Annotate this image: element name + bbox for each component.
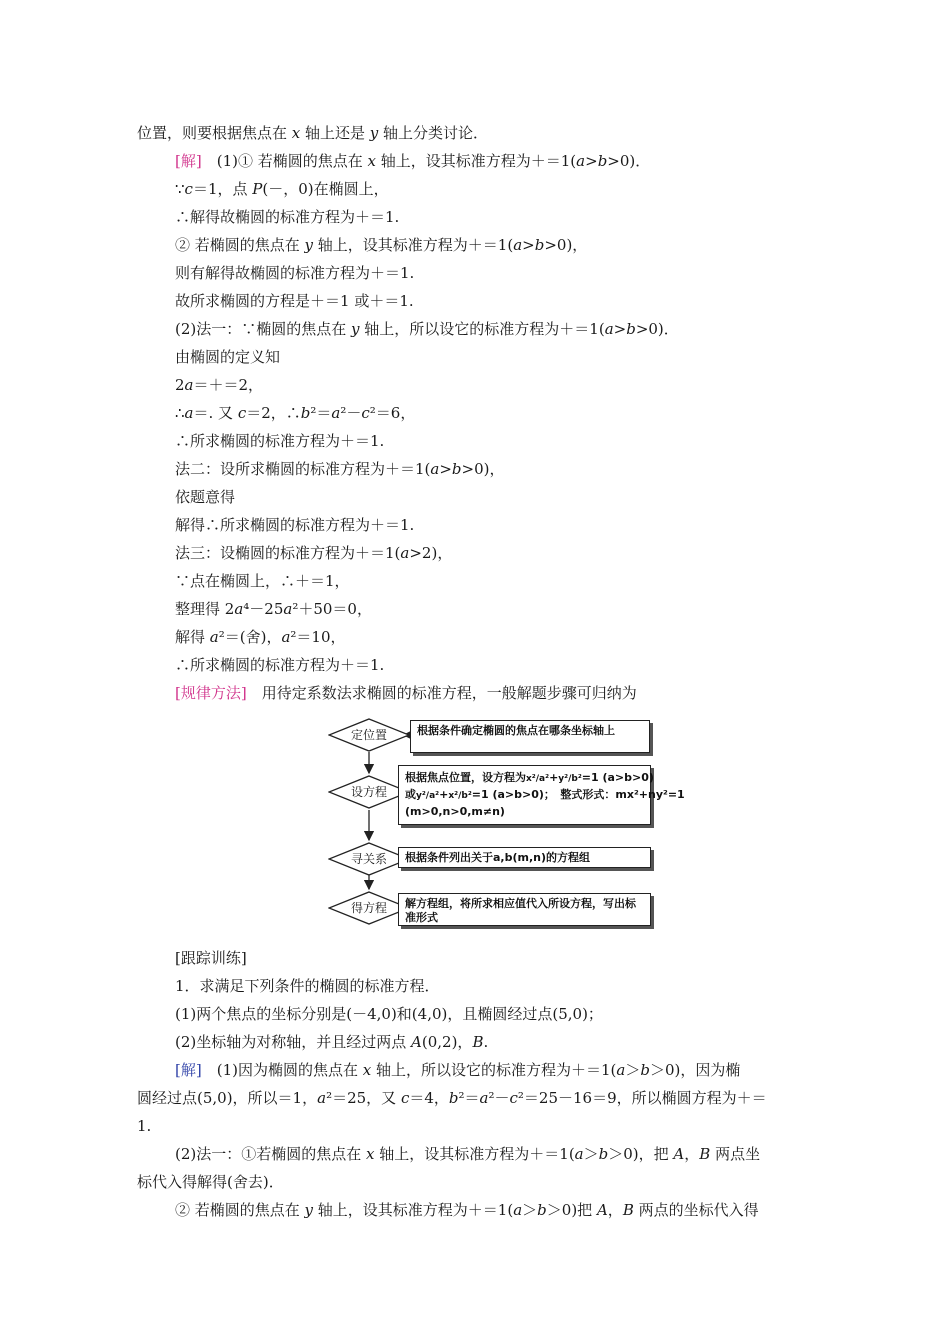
step-box	[398, 847, 651, 868]
step-label: 设方程	[350, 785, 387, 799]
flowchart	[328, 716, 685, 936]
step-desc: 解方程组，将所求相应值代入所设方程，写出标准形式	[405, 897, 636, 924]
text-line: [解] (1)因为椭圆的焦点在 x 轴上，所以设它的标准方程为＋＝1(a＞b＞0)，因为椭	[175, 1061, 741, 1079]
section-heading: [跟踪训练]	[175, 949, 247, 967]
text-line: 依题意得	[175, 488, 236, 506]
text-line: ∵c＝1，点 P(－，0)在椭圆上，	[175, 180, 389, 198]
text-line: ∵点在椭圆上，∴＋＝1，	[175, 572, 350, 590]
step-diamond	[328, 718, 410, 752]
text-line: ② 若椭圆的焦点在 y 轴上，设其标准方程为＋＝1(a＞b＞0)把 A，B 两点的坐标代入得	[175, 1201, 759, 1219]
solution-tag: [解]	[175, 1061, 202, 1079]
text-line: 解得 a²＝(舍)，a²＝10，	[175, 628, 346, 646]
text-line: 1．求满足下列条件的椭圆的标准方程．	[175, 977, 440, 995]
text-line: (2)法一：①若椭圆的焦点在 x 轴上，设其标准方程为＋＝1(a＞b＞0)，把 A，B 两点坐	[175, 1145, 761, 1163]
step-desc: =1 (a>b>0)	[581, 771, 654, 784]
step-desc: 根据条件列出关于a,b(m,n)的方程组	[405, 851, 591, 864]
step-box: 根据焦点位置，设方程为x²/a²+y²/b²=1 (a>b>0) 或y²/a²+x²/b²=1 (a>b>0)； 整式形式：mx²+ny²=1 (m>0,n>0,m≠n)	[398, 765, 651, 825]
step-label: 得方程	[350, 901, 387, 915]
text-line: (1)两个焦点的坐标分别是(－4,0)和(4,0)，且椭圆经过点(5,0)；	[175, 1005, 603, 1023]
text-line: 解得∴所求椭圆的标准方程为＋＝1.	[175, 516, 415, 534]
step-box	[410, 720, 650, 753]
text-line: [规律方法] 用待定系数法求椭圆的标准方程，一般解题步骤可归纳为	[175, 684, 637, 702]
fraction-x-over-b: x²/b²	[448, 791, 472, 801]
step-label: 寻关系	[350, 852, 387, 866]
text-line: 标代入得解得(舍去)．	[137, 1173, 284, 1191]
step-desc: (m>0,n>0,m≠n)	[405, 805, 505, 818]
text-line: ∴解得故椭圆的标准方程为＋＝1.	[175, 208, 400, 226]
text-line: 1.	[137, 1117, 152, 1135]
text-line: 法三：设椭圆的标准方程为＋＝1(a>2)，	[175, 544, 453, 562]
step-box	[398, 893, 651, 926]
text-line: (2)坐标轴为对称轴，并且经过两点 A(0,2)，B.	[175, 1033, 489, 1051]
step-desc: =1 (a>b>0)； 整式形式：mx²+ny²=1	[471, 788, 685, 801]
step-desc: 根据条件确定椭圆的焦点在哪条坐标轴上	[417, 724, 615, 737]
fraction-y-over-b: y²/b²	[558, 774, 582, 784]
text-line: 故所求椭圆的方程是＋＝1 或＋＝1.	[175, 292, 414, 310]
text-line: 由椭圆的定义知	[175, 348, 281, 366]
text-line: ∴所求椭圆的标准方程为＋＝1.	[175, 432, 385, 450]
text-line: 2a＝＋＝2，	[175, 376, 264, 394]
method-tag: [规律方法]	[175, 684, 247, 702]
text-line: ∴所求椭圆的标准方程为＋＝1.	[175, 656, 385, 674]
solution-tag: [解]	[175, 152, 202, 170]
fraction-y-over-a: y²/a²	[416, 791, 440, 801]
text-line: 整理得 2a⁴－25a²＋50＝0，	[175, 600, 372, 618]
text-line: 法二：设所求椭圆的标准方程为＋＝1(a>b>0)，	[175, 460, 505, 478]
step-label: 定位置	[350, 728, 387, 742]
text-line: 则有解得故椭圆的标准方程为＋＝1.	[175, 264, 415, 282]
text-line: (2)法一：∵椭圆的焦点在 y 轴上，所以设它的标准方程为＋＝1(a>b>0)．	[175, 320, 679, 338]
step-desc: 根据焦点位置，设方程为	[405, 771, 526, 784]
fraction-x-over-a: x²/a²	[526, 774, 550, 784]
step-desc: 或	[405, 788, 416, 801]
text-line: 位置，则要根据焦点在 x 轴上还是 y 轴上分类讨论．	[137, 124, 489, 142]
text-line: [解] (1)① 若椭圆的焦点在 x 轴上，设其标准方程为＋＝1(a>b>0)．	[175, 152, 651, 170]
text-line: ② 若椭圆的焦点在 y 轴上，设其标准方程为＋＝1(a>b>0)，	[175, 236, 588, 254]
text-line: ∴a＝. 又 c＝2，∴b²＝a²－c²＝6，	[175, 404, 416, 422]
text-line: 圆经过点(5,0)，所以＝1，a²＝25，又 c＝4，b²＝a²－c²＝25－16＝9，所以椭圆方程为＋＝	[137, 1089, 767, 1107]
